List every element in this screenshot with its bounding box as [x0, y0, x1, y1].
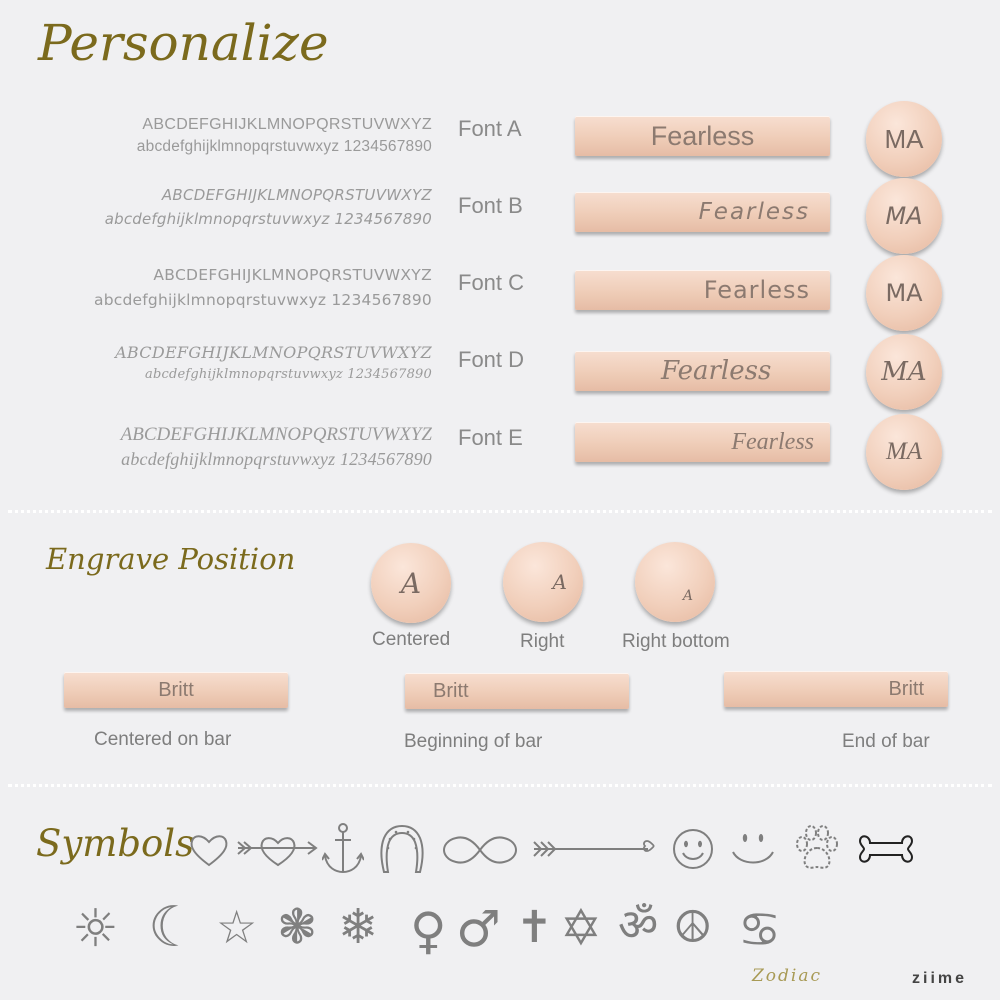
- font-c-uppercase: ABCDEFGHIJKLMNOPQRSTUVWXYZ: [153, 266, 432, 284]
- heart-icon[interactable]: [188, 832, 230, 868]
- engrave-position-title: Engrave Position: [46, 542, 296, 576]
- disc-right-bottom[interactable]: [635, 542, 715, 622]
- font-e-bar-text: Fearless: [731, 428, 814, 455]
- font-c-bar[interactable]: [575, 270, 830, 310]
- brand-logo: ziime: [912, 970, 968, 987]
- infinity-icon[interactable]: [442, 833, 518, 867]
- smiley-icon[interactable]: [672, 828, 714, 870]
- font-b-bar-text: Fearless: [698, 199, 810, 225]
- flower-icon[interactable]: ❃: [277, 899, 318, 955]
- bar-beginning-text: Britt: [433, 679, 469, 702]
- disc-centered[interactable]: [371, 543, 451, 623]
- font-c-label[interactable]: Font C: [458, 270, 525, 295]
- cancer-zodiac-icon[interactable]: ♋: [738, 902, 782, 958]
- om-icon[interactable]: ॐ: [618, 900, 659, 951]
- font-a-disc-text: MA: [884, 123, 924, 154]
- font-b-lowercase: abcdefghijklmnopqrstuvwxyz 1234567890: [104, 210, 432, 228]
- personalize-title: Personalize: [38, 14, 329, 72]
- font-b-disc[interactable]: [866, 178, 942, 254]
- moon-icon[interactable]: ☾: [148, 895, 199, 960]
- font-c-bar-text: Fearless: [703, 276, 810, 304]
- venus-icon[interactable]: ♀: [410, 902, 447, 960]
- disc-centered-letter: A: [400, 566, 422, 600]
- font-c-lowercase: abcdefghijklmnopqrstuvwxyz 1234567890: [94, 291, 432, 309]
- font-e-lowercase: abcdefghijklmnopqrstuvwxyz 1234567890: [121, 449, 432, 469]
- label-centered-on-bar: Centered on bar: [94, 729, 232, 750]
- font-d-label[interactable]: Font D: [458, 347, 525, 372]
- zodiac-label: Zodiac: [752, 966, 823, 986]
- horseshoe-icon[interactable]: [380, 824, 424, 874]
- disc-right-bottom-letter: A: [682, 588, 693, 604]
- font-e-label[interactable]: Font E: [458, 425, 523, 450]
- mars-icon[interactable]: ♂: [456, 900, 501, 958]
- font-d-disc[interactable]: [866, 334, 942, 410]
- font-e-bar[interactable]: [575, 422, 830, 462]
- font-d-uppercase: ABCDEFGHIJKLMNOPQRSTUVWXYZ: [115, 343, 432, 362]
- label-centered: Centered: [372, 629, 451, 650]
- cross-icon[interactable]: ✝: [516, 902, 553, 953]
- section-divider-1: [8, 510, 992, 513]
- font-a-uppercase: ABCDEFGHIJKLMNOPQRSTUVWXYZ: [142, 116, 432, 133]
- bar-end-text: Britt: [888, 677, 924, 700]
- disc-right-letter: A: [552, 570, 567, 594]
- font-a-bar[interactable]: [575, 116, 830, 156]
- bar-end[interactable]: [724, 671, 948, 707]
- bar-centered-text: Britt: [158, 678, 194, 701]
- font-a-label[interactable]: Font A: [458, 116, 522, 141]
- font-d-disc-text: MA: [881, 357, 927, 387]
- disc-right[interactable]: [503, 542, 583, 622]
- label-right: Right: [520, 631, 565, 652]
- font-c-disc-text: MA: [885, 279, 923, 307]
- font-d-lowercase: abcdefghijklmnopqrstuvwxyz 1234567890: [145, 367, 432, 382]
- peace-icon[interactable]: ☮: [673, 902, 713, 953]
- font-a-bar-text: Fearless: [650, 120, 755, 151]
- font-b-label[interactable]: Font B: [458, 193, 523, 218]
- paw-icon[interactable]: [792, 824, 842, 872]
- font-b-bar[interactable]: [575, 192, 830, 232]
- section-divider-2: [8, 784, 992, 787]
- label-beginning-of-bar: Beginning of bar: [404, 731, 543, 752]
- smile-icon[interactable]: [730, 828, 776, 868]
- font-a-disc[interactable]: [866, 101, 942, 177]
- sun-icon[interactable]: ☼: [72, 899, 119, 959]
- star-of-david-icon[interactable]: ✡: [560, 899, 602, 957]
- bone-icon[interactable]: [858, 832, 914, 866]
- long-arrow-icon[interactable]: [532, 836, 660, 862]
- font-e-disc[interactable]: [866, 414, 942, 490]
- arrow-heart-icon[interactable]: [236, 830, 318, 868]
- font-e-uppercase: ABCDEFGHIJKLMNOPQRSTUVWXYZ: [120, 424, 432, 445]
- label-end-of-bar: End of bar: [842, 731, 930, 752]
- font-a-lowercase: abcdefghijklmnopqrstuvwxyz 1234567890: [136, 138, 432, 155]
- label-right-bottom: Right bottom: [622, 631, 730, 652]
- bar-beginning[interactable]: [405, 673, 629, 709]
- font-d-bar-text: Fearless: [661, 356, 772, 386]
- font-b-disc-text: MA: [885, 202, 923, 230]
- anchor-icon[interactable]: [322, 822, 364, 876]
- font-e-disc-text: MA: [885, 438, 923, 465]
- symbols-title: Symbols: [36, 822, 195, 865]
- font-b-uppercase: ABCDEFGHIJKLMNOPQRSTUVWXYZ: [161, 186, 432, 204]
- bar-centered[interactable]: [64, 672, 288, 708]
- snowflake-icon[interactable]: ❄: [338, 899, 379, 955]
- star-icon[interactable]: ☆: [216, 900, 258, 954]
- font-c-disc[interactable]: [866, 255, 942, 331]
- font-d-bar[interactable]: [575, 351, 830, 391]
